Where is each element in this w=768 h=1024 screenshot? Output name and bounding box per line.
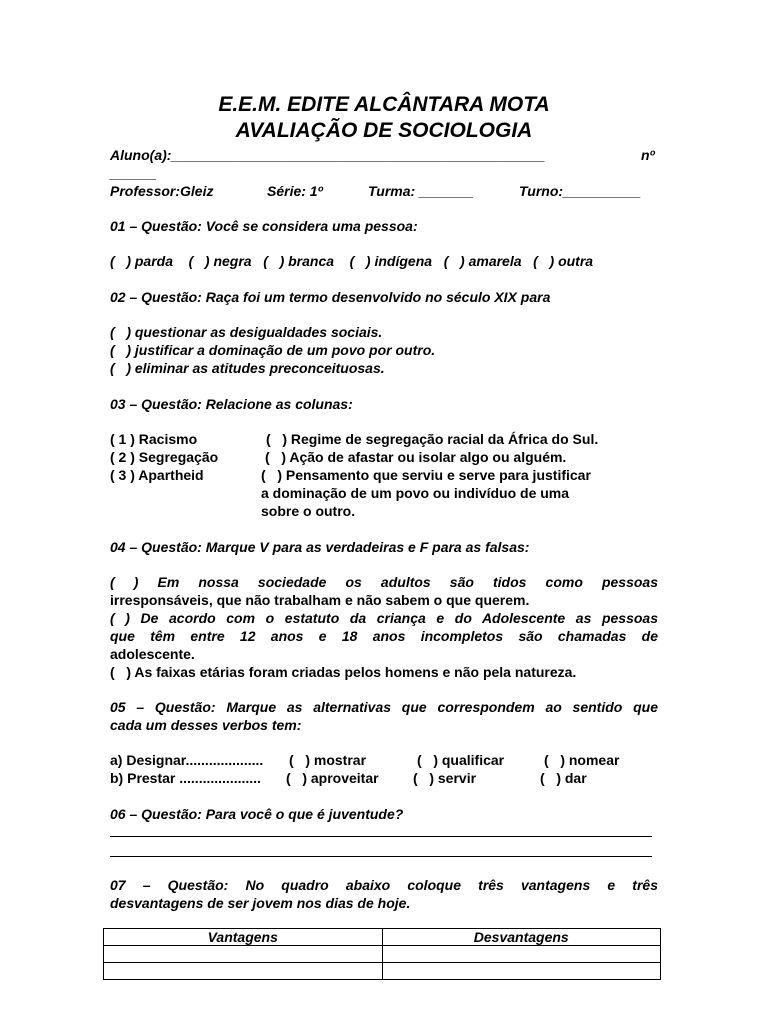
question-1-options[interactable]: ( ) parda ( ) negra ( ) branca ( ) indígena ( ) amarela ( ) outra <box>110 253 594 269</box>
table-header-desvantagens: Desvantagens <box>382 929 661 946</box>
table-cell[interactable] <box>382 946 661 963</box>
turno-field[interactable]: Turno:__________ <box>519 183 641 199</box>
question-4-item-continuation: adolescente. <box>110 646 195 662</box>
question-3-right-continuation: sobre o outro. <box>261 503 356 519</box>
question-5-verb-a: a) Designar.................... <box>110 752 264 768</box>
question-5-prompt: 05 – Questão: Marque as alternativas que correspondem ao sentido que <box>110 699 658 715</box>
question-5-option[interactable]: ( ) servir <box>413 770 477 786</box>
table-cell[interactable] <box>104 946 383 963</box>
school-title: E.E.M. EDITE ALCÂNTARA MOTA <box>218 93 550 116</box>
question-7-prompt-continuation: desvantagens de ser jovem nos dias de hoje. <box>110 895 411 911</box>
question-5-option[interactable]: ( ) nomear <box>544 752 620 768</box>
question-2-option[interactable]: ( ) questionar as desigualdades sociais. <box>110 324 383 340</box>
turma-field[interactable]: Turma: _______ <box>368 183 474 199</box>
question-5-option[interactable]: ( ) dar <box>540 770 587 786</box>
question-4-item-continuation: irresponsáveis, que não trabalham e não sabem o que querem. <box>110 592 530 608</box>
question-5-option[interactable]: ( ) mostrar <box>289 752 367 768</box>
question-3-left-item: ( 3 ) Apartheid <box>110 467 204 483</box>
question-5-prompt-continuation: cada um desses verbos tem: <box>110 717 302 733</box>
student-name-field[interactable]: Aluno(a):________________________________________________ <box>110 147 546 163</box>
exam-title: AVALIAÇÃO DE SOCIOLOGIA <box>235 119 533 142</box>
table-cell[interactable] <box>382 963 661 980</box>
question-3-right-item[interactable]: ( ) Ação de afastar ou isolar algo ou alguém. <box>265 449 567 465</box>
table-row <box>104 946 661 963</box>
professor-label: Professor:Gleiz <box>110 183 214 199</box>
table-header-vantagens: Vantagens <box>104 929 383 946</box>
question-3-right-continuation: a dominação de um povo ou indivíduo de uma <box>261 485 570 501</box>
answer-line[interactable] <box>110 836 652 837</box>
question-3-right-item[interactable]: ( ) Pensamento que serviu e serve para justificar <box>261 467 591 483</box>
question-5-option[interactable]: ( ) qualificar <box>417 752 505 768</box>
advantages-table <box>103 928 661 980</box>
question-2-option[interactable]: ( ) eliminar as atitudes preconceituosas. <box>110 360 385 376</box>
question-2-prompt: 02 – Questão: Raça foi um termo desenvolvido no século XIX para <box>110 289 551 305</box>
question-3-left-item: ( 1 ) Racismo <box>110 431 198 447</box>
question-5-verb-b: b) Prestar ..................... <box>110 770 261 786</box>
question-5-option[interactable]: ( ) aproveitar <box>286 770 379 786</box>
question-6-prompt: 06 – Questão: Para você o que é juventude? <box>110 806 404 822</box>
student-number-label: nº <box>641 147 655 163</box>
question-3-left-item: ( 2 ) Segregação <box>110 449 219 465</box>
question-4-item[interactable]: ( ) Em nossa sociedade os adultos são tidos como pessoas <box>110 574 658 590</box>
question-4-item[interactable]: ( ) De acordo com o estatuto da criança e do Adolescente as pessoas <box>110 610 658 626</box>
table-cell[interactable] <box>104 963 383 980</box>
question-4-item-continuation: que têm entre 12 anos e 18 anos incompletos são chamadas de <box>110 628 658 644</box>
serie-label: Série: 1º <box>267 183 323 199</box>
question-3-right-item[interactable]: ( ) Regime de segregação racial da África do Sul. <box>266 431 599 447</box>
answer-line[interactable] <box>110 856 652 857</box>
table-row <box>104 963 661 980</box>
question-4-item[interactable]: ( ) As faixas etárias foram criadas pelos homens e não pela natureza. <box>110 664 577 680</box>
question-2-option[interactable]: ( ) justificar a dominação de um povo por outro. <box>110 342 436 358</box>
question-1-prompt: 01 – Questão: Você se considera uma pessoa: <box>110 218 418 234</box>
question-3-prompt: 03 – Questão: Relacione as colunas: <box>110 396 353 412</box>
student-number-field[interactable]: ______ <box>110 165 157 181</box>
question-4-prompt: 04 – Questão: Marque V para as verdadeiras e F para as falsas: <box>110 539 530 555</box>
question-7-prompt: 07 – Questão: No quadro abaixo coloque três vantagens e três <box>110 877 658 893</box>
